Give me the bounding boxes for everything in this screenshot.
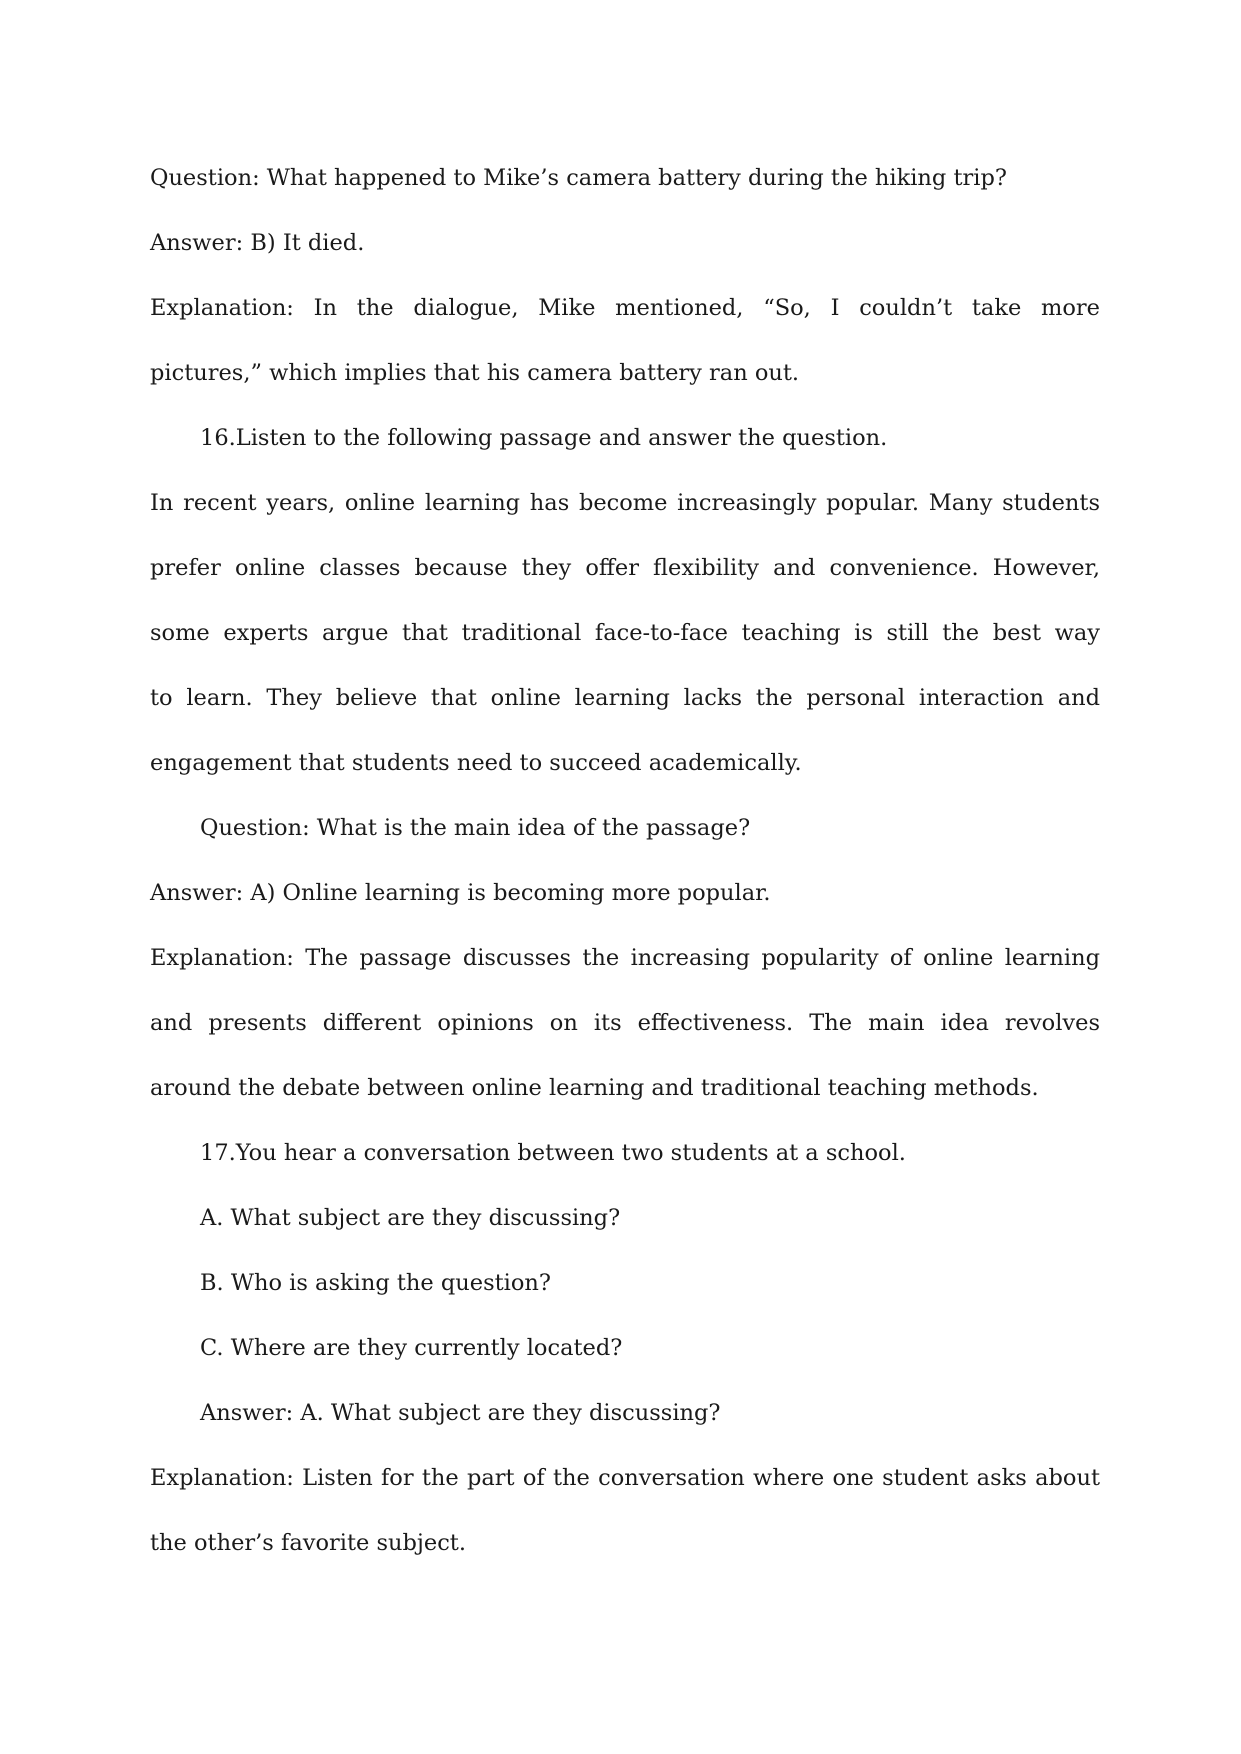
q16-answer: Answer: A) Online learning is becoming more popular. bbox=[150, 880, 771, 906]
document-body bbox=[150, 146, 1100, 1576]
q17-explanation-line: the other’s favorite subject. bbox=[150, 1530, 466, 1556]
q16-explanation-line: around the debate between online learning and traditional teaching methods. bbox=[150, 1075, 1039, 1101]
q16-prompt: 16.Listen to the following passage and answer the question. bbox=[200, 425, 888, 451]
q16-explanation-line: Explanation: The passage discusses the increasing popularity of online learning bbox=[150, 945, 1100, 971]
q16-question: Question: What is the main idea of the passage? bbox=[200, 815, 751, 841]
q16-passage-line: some experts argue that traditional face-to-face teaching is still the best way bbox=[150, 620, 1100, 646]
q16-passage-line: In recent years, online learning has become increasingly popular. Many students bbox=[150, 490, 1100, 516]
q16-explanation-line: and presents different opinions on its effectiveness. The main idea revolves bbox=[150, 1010, 1100, 1036]
q17-prompt: 17.You hear a conversation between two students at a school. bbox=[200, 1140, 906, 1166]
q17-option: B. Who is asking the question? bbox=[200, 1270, 551, 1296]
q17-explanation-line: Explanation: Listen for the part of the conversation where one student asks about bbox=[150, 1465, 1100, 1491]
q15-question: Question: What happened to Mike’s camera battery during the hiking trip? bbox=[150, 165, 1007, 191]
q16-passage-line: engagement that students need to succeed academically. bbox=[150, 750, 802, 776]
q15-explanation-line: pictures,” which implies that his camera battery ran out. bbox=[150, 360, 800, 386]
q16-passage-line: to learn. They believe that online learning lacks the personal interaction and bbox=[150, 685, 1100, 711]
q16-passage-line: prefer online classes because they offer flexibility and convenience. However, bbox=[150, 555, 1100, 581]
q17-option: C. Where are they currently located? bbox=[200, 1335, 623, 1361]
q17-answer: Answer: A. What subject are they discussing? bbox=[200, 1400, 721, 1426]
q17-option: A. What subject are they discussing? bbox=[200, 1205, 621, 1231]
q15-answer: Answer: B) It died. bbox=[150, 230, 365, 256]
q15-explanation-line: Explanation: In the dialogue, Mike mentioned, “So, I couldn’t take more bbox=[150, 295, 1100, 321]
